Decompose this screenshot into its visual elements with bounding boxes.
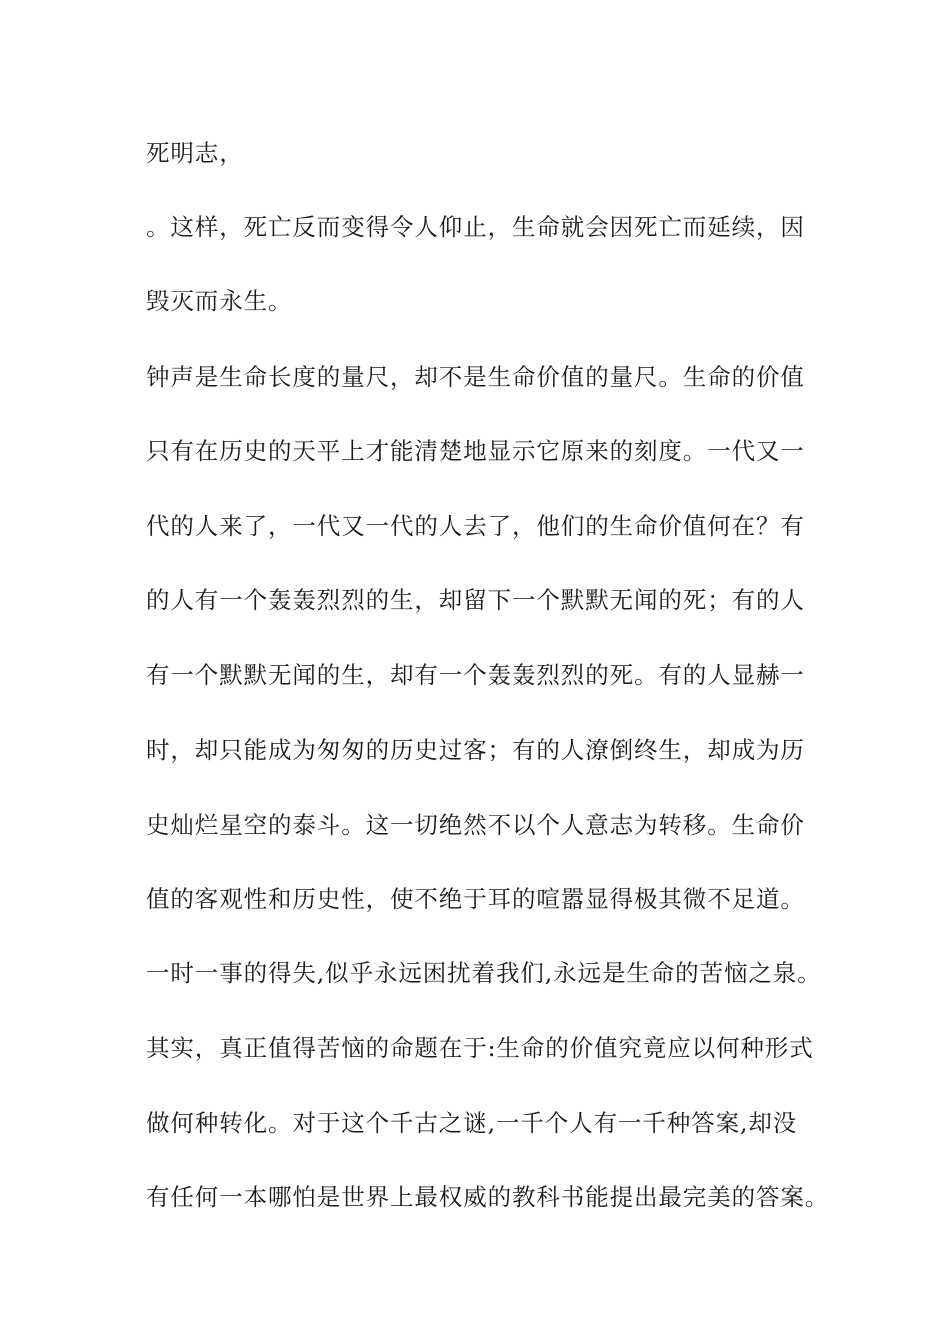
text-line: 钟声是生命长度的量尺，却不是生命价值的量尺。生命的价值 <box>146 363 805 391</box>
text-line: 时，却只能成为匆匆的历史过客；有的人潦倒终生，却成为历 <box>146 736 805 764</box>
text-line: 的人有一个轰轰烈烈的生，却留下一个默默无闻的死；有的人 <box>146 586 805 614</box>
text-line: 毁灭而永生。 <box>146 287 293 315</box>
text-line: 值的客观性和历史性，使不绝于耳的喧嚣显得极其微不足道。 <box>146 885 805 913</box>
text-line: 有一个默默无闻的生，却有一个轰轰烈烈的死。有的人显赫一 <box>146 661 805 689</box>
text-line: 有任何一本哪怕是世界上最权威的教科书能提出最完美的答案。 <box>146 1183 830 1211</box>
text-line: 做何种转化。对于这个千古之谜,一千个人有一千种答案,却没 <box>146 1109 798 1137</box>
text-line: 一时一事的得失,似乎永远困扰着我们,永远是生命的苦恼之泉。 <box>146 959 822 987</box>
text-line: 史灿烂星空的泰斗。这一切绝然不以个人意志为转移。生命价 <box>146 811 805 839</box>
text-line: 。这样，死亡反而变得令人仰止，生命就会因死亡而延续，因 <box>146 213 805 241</box>
text-line: 代的人来了，一代又一代的人去了，他们的生命价值何在？有 <box>146 512 805 540</box>
text-line: 其实，真正值得苦恼的命题在于:生命的价值究竟应以何种形式 <box>146 1034 814 1062</box>
text-line: 只有在历史的天平上才能清楚地显示它原来的刻度。一代又一 <box>146 437 805 465</box>
text-line: 死明志， <box>146 139 244 167</box>
